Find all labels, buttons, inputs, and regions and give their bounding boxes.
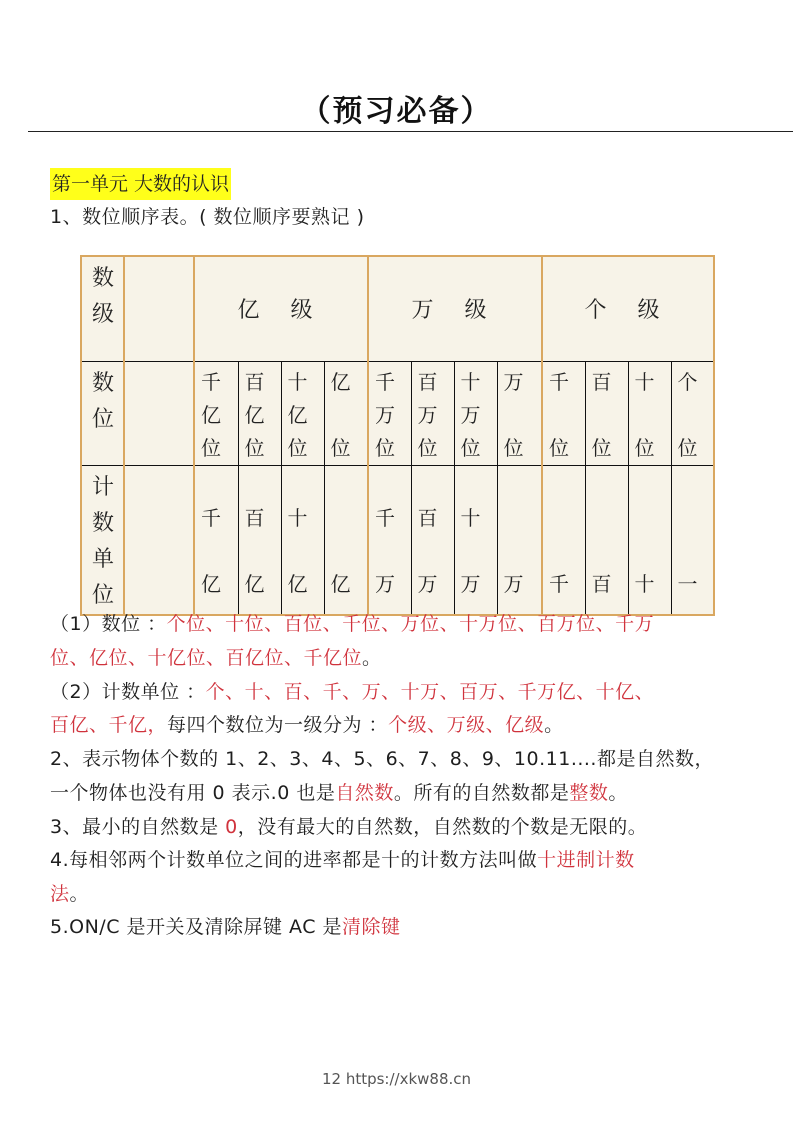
unit-cell: 百 亿 bbox=[238, 465, 281, 615]
group-yi: 亿 级 bbox=[194, 256, 368, 361]
note-label: （1）数位 ： bbox=[50, 613, 167, 635]
unit-cell: 十 万 bbox=[454, 465, 497, 615]
highlighted-text: 百亿、千亿， bbox=[50, 714, 168, 736]
highlighted-text: 自然数 bbox=[335, 782, 394, 804]
unit-cell: 千 亿 bbox=[194, 465, 238, 615]
position-cell: 亿 位 bbox=[324, 361, 368, 465]
empty-cell bbox=[124, 465, 194, 615]
title-divider bbox=[28, 131, 793, 132]
highlighted-text: 0 bbox=[225, 816, 238, 838]
position-cell: 万 位 bbox=[497, 361, 542, 465]
punctuation: 。 bbox=[362, 647, 382, 669]
position-cell: 十 位 bbox=[628, 361, 671, 465]
group-ge: 个 级 bbox=[542, 256, 714, 361]
unit-cell: 千 bbox=[542, 465, 585, 615]
label-char: 位 bbox=[92, 406, 115, 432]
position-cell: 百 万 位 bbox=[411, 361, 454, 465]
section-4-line2 bbox=[50, 882, 89, 906]
label-char: 级 bbox=[92, 302, 115, 327]
empty-cell bbox=[124, 361, 194, 465]
unit-cell: 百 bbox=[585, 465, 628, 615]
note-units-line2 bbox=[50, 713, 564, 737]
page-title: （预习必备） bbox=[300, 94, 493, 129]
note-label: （2）计数单位 ： bbox=[50, 681, 206, 703]
section-5 bbox=[50, 915, 401, 939]
unit-cell: 千 万 bbox=[368, 465, 411, 615]
highlighted-text: 法 bbox=[50, 883, 70, 905]
label-char: 位 bbox=[92, 582, 115, 608]
highlighted-text: 整数 bbox=[569, 782, 609, 804]
group-wan: 万 级 bbox=[368, 256, 542, 361]
section-2-line2 bbox=[50, 781, 628, 805]
highlighted-text: 十进制计数 bbox=[537, 849, 635, 871]
label-char: 数 bbox=[92, 510, 115, 536]
punctuation: 。 bbox=[608, 782, 628, 804]
position-cell: 十 万 位 bbox=[454, 361, 497, 465]
position-cell: 千 亿 位 bbox=[194, 361, 238, 465]
page-footer: 12 https://xkw88.cn bbox=[321, 1070, 472, 1088]
unit-cell: 十 bbox=[628, 465, 671, 615]
position-cell: 千 位 bbox=[542, 361, 585, 465]
section-3 bbox=[50, 815, 647, 839]
unit-cell: 一 bbox=[671, 465, 714, 615]
highlighted-text: 个级、万级、亿级 bbox=[388, 714, 545, 736]
note-positions-line1 bbox=[50, 612, 654, 636]
body-text: 一个物体也没有用 0 表示.0 也是 bbox=[50, 782, 336, 804]
position-cell: 百 亿 位 bbox=[238, 361, 281, 465]
section-2-line1: 2、表示物体个数的 1、2、3、4、5、6、7、8、9、10.11....都是自然数， bbox=[50, 748, 714, 770]
unit-cell: 百 万 bbox=[411, 465, 454, 615]
body-text: 5.ON/C 是开关及清除屏键 AC 是 bbox=[50, 916, 343, 938]
label-char: 数 bbox=[92, 266, 115, 291]
section-4-line1 bbox=[50, 848, 635, 872]
position-cell: 千 万 位 bbox=[368, 361, 411, 465]
position-cell: 十 亿 位 bbox=[281, 361, 324, 465]
highlighted-text: 清除键 bbox=[342, 916, 401, 938]
highlighted-text: 个、十、百、千、万、十万、百万、千万亿、十亿、 bbox=[205, 681, 655, 703]
punctuation: 。 bbox=[69, 883, 90, 905]
row-label-position bbox=[81, 361, 124, 465]
row-label-unit bbox=[81, 465, 124, 615]
body-text: 。所有的自然数都是 bbox=[393, 782, 570, 804]
unit-heading: 第一单元 大数的认识 bbox=[50, 168, 231, 200]
body-text: ，没有最大的自然数，自然数的个数是无限的。 bbox=[237, 816, 648, 838]
highlighted-text: 位、亿位、十亿位、百亿位、千亿位 bbox=[50, 647, 363, 669]
row-label-level bbox=[81, 256, 124, 361]
body-text: 3、最小的自然数是 bbox=[50, 816, 226, 838]
label-char: 数 bbox=[92, 370, 115, 396]
body-text: 4.每相邻两个计数单位之间的进率都是十的计数方法叫做 bbox=[50, 849, 538, 871]
note-positions-line2 bbox=[50, 646, 382, 670]
body-text: 每四个数位为一级分为 ： bbox=[167, 714, 389, 736]
highlighted-text: 个位、十位、百位、千位、万位、十万位、百万位、千万 bbox=[166, 613, 655, 635]
empty-cell bbox=[124, 256, 194, 361]
label-char: 计 bbox=[92, 474, 115, 500]
note-units-line1 bbox=[50, 680, 654, 704]
position-cell: 百 位 bbox=[585, 361, 628, 465]
punctuation: 。 bbox=[544, 714, 564, 736]
position-cell: 个 位 bbox=[671, 361, 714, 465]
label-char: 单 bbox=[92, 546, 115, 572]
place-value-table bbox=[80, 255, 715, 616]
unit-cell: 亿 bbox=[324, 465, 368, 615]
unit-cell: 万 bbox=[497, 465, 542, 615]
section-1-heading: 1、数位顺序表。( 数位顺序要熟记 ) bbox=[50, 206, 365, 228]
unit-cell: 十 亿 bbox=[281, 465, 324, 615]
